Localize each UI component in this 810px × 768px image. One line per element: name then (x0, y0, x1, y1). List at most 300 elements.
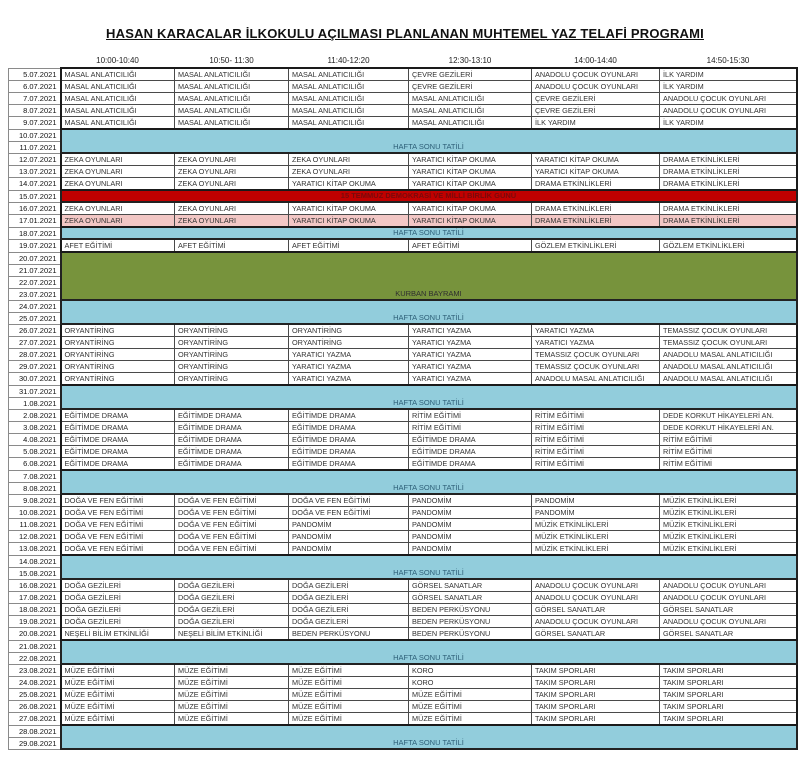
table-row (9, 190, 797, 202)
activity-cell: YARATICI KİTAP OKUMA (289, 178, 409, 191)
activity-cell: ANADOLU ÇOCUK OYUNLARI (532, 81, 660, 93)
table-row (9, 579, 797, 592)
date-cell: 16.08.2021 (9, 579, 61, 592)
activity-cell: ZEKA OYUNLARI (175, 215, 289, 228)
date-cell: 3.08.2021 (9, 422, 61, 434)
date-cell: 13.08.2021 (9, 543, 61, 556)
date-cell: 23.07.2021 (9, 288, 61, 300)
weekend-band: HAFTA SONU TATİLİ (61, 129, 797, 153)
activity-cell: EĞİTİMDE DRAMA (61, 409, 175, 422)
activity-cell: ORYANTİRİNG (61, 361, 175, 373)
weekend-band: HAFTA SONU TATİLİ (61, 300, 797, 324)
activity-cell: DOĞA VE FEN EĞİTİMİ (175, 531, 289, 543)
activity-cell: MASAL ANLATICILIĞI (289, 117, 409, 130)
kurban-band: KURBAN BAYRAMI (61, 252, 797, 300)
date-cell: 25.07.2021 (9, 312, 61, 324)
activity-cell: RİTİM EĞİTİMİ (409, 422, 532, 434)
activity-cell: DOĞA VE FEN EĞİTİMİ (175, 543, 289, 556)
schedule-table (8, 53, 798, 750)
table-row (9, 153, 797, 166)
date-cell: 20.08.2021 (9, 628, 61, 641)
date-cell: 27.08.2021 (9, 713, 61, 726)
activity-cell: İLK YARDIM (660, 68, 797, 81)
activity-cell: ZEKA OYUNLARI (61, 153, 175, 166)
activity-cell: MÜZE EĞİTİMİ (61, 689, 175, 701)
activity-cell: DRAMA ETKİNLİKLERİ (660, 178, 797, 191)
activity-cell: EĞİTİMDE DRAMA (409, 446, 532, 458)
activity-cell: DOĞA VE FEN EĞİTİMİ (61, 531, 175, 543)
activity-cell: DOĞA VE FEN EĞİTİMİ (289, 494, 409, 507)
activity-cell: MÜZE EĞİTİMİ (61, 677, 175, 689)
date-cell: 24.07.2021 (9, 300, 61, 312)
activity-cell: ÇEVRE GEZİLERİ (532, 93, 660, 105)
activity-cell: DRAMA ETKİNLİKLERİ (532, 202, 660, 215)
activity-cell: DOĞA GEZİLERİ (289, 579, 409, 592)
activity-cell: DOĞA GEZİLERİ (175, 604, 289, 616)
date-cell: 21.07.2021 (9, 264, 61, 276)
table-row (9, 227, 797, 239)
date-cell: 26.07.2021 (9, 324, 61, 337)
table-row (9, 616, 797, 628)
activity-cell: PANDOMİM (409, 494, 532, 507)
activity-cell: YARATICI KİTAP OKUMA (289, 202, 409, 215)
activity-cell: PANDOMİM (409, 543, 532, 556)
activity-cell: GÖRSEL SANATLAR (532, 628, 660, 641)
activity-cell: TAKIM SPORLARI (532, 664, 660, 677)
activity-cell: AFET EĞİTİMİ (409, 239, 532, 252)
activity-cell: MASAL ANLATICILIĞI (289, 68, 409, 81)
activity-cell: YARATICI YAZMA (289, 373, 409, 386)
activity-cell: TEMASSIZ ÇOCUK OYUNLARI (532, 349, 660, 361)
activity-cell: MÜZE EĞİTİMİ (289, 701, 409, 713)
activity-cell: TAKIM SPORLARI (532, 701, 660, 713)
activity-cell: DOĞA GEZİLERİ (175, 616, 289, 628)
activity-cell: YARATICI KİTAP OKUMA (409, 215, 532, 228)
activity-cell: TAKIM SPORLARI (660, 664, 797, 677)
date-cell: 29.08.2021 (9, 737, 61, 749)
table-row (9, 202, 797, 215)
table-row (9, 434, 797, 446)
schedule-body (9, 68, 797, 749)
activity-cell: ORYANTİRİNG (61, 324, 175, 337)
table-row (9, 166, 797, 178)
date-cell: 8.07.2021 (9, 105, 61, 117)
activity-cell: DOĞA GEZİLERİ (175, 579, 289, 592)
activity-cell: MÜZİK ETKİNLİKLERİ (660, 531, 797, 543)
activity-cell: MASAL ANLATICILIĞI (61, 117, 175, 130)
activity-cell: ÇEVRE GEZİLERİ (532, 105, 660, 117)
activity-cell: ORYANTİRİNG (175, 324, 289, 337)
activity-cell: DOĞA GEZİLERİ (289, 604, 409, 616)
table-row (9, 519, 797, 531)
activity-cell: RİTİM EĞİTİMİ (660, 446, 797, 458)
time-slot-header: 12:30-13:10 (409, 53, 532, 68)
table-row (9, 689, 797, 701)
activity-cell: RİTİM EĞİTİMİ (532, 422, 660, 434)
activity-cell: EĞİTİMDE DRAMA (61, 446, 175, 458)
activity-cell: ANADOLU ÇOCUK OYUNLARI (532, 616, 660, 628)
activity-cell: NEŞELİ BİLİM ETKİNLİĞİ (175, 628, 289, 641)
activity-cell: BEDEN PERKÜSYONU (409, 616, 532, 628)
activity-cell: ZEKA OYUNLARI (175, 166, 289, 178)
weekend-band: HAFTA SONU TATİLİ (61, 555, 797, 579)
activity-cell: ANADOLU ÇOCUK OYUNLARI (660, 579, 797, 592)
date-cell: 6.08.2021 (9, 458, 61, 471)
activity-cell: EĞİTİMDE DRAMA (289, 458, 409, 471)
activity-cell: MÜZE EĞİTİMİ (175, 664, 289, 677)
date-cell: 1.08.2021 (9, 397, 61, 409)
activity-cell: RİTİM EĞİTİMİ (532, 409, 660, 422)
activity-cell: PANDOMİM (289, 519, 409, 531)
activity-cell: ANADOLU ÇOCUK OYUNLARI (660, 93, 797, 105)
weekend-band: HAFTA SONU TATİLİ (61, 385, 797, 409)
date-cell: 22.07.2021 (9, 276, 61, 288)
activity-cell: MASAL ANLATICILIĞI (289, 93, 409, 105)
activity-cell: YARATICI YAZMA (289, 361, 409, 373)
activity-cell: ZEKA OYUNLARI (289, 153, 409, 166)
activity-cell: MASAL ANLATICILIĞI (61, 81, 175, 93)
date-cell: 6.07.2021 (9, 81, 61, 93)
table-row (9, 68, 797, 81)
activity-cell: RİTİM EĞİTİMİ (532, 446, 660, 458)
activity-cell: EĞİTİMDE DRAMA (175, 422, 289, 434)
date-cell: 22.08.2021 (9, 652, 61, 664)
july15-band: 15 TEMMUZ DEMOKRASİ VE MİLLİ BİRLİK GÜNÜ (61, 190, 797, 202)
activity-cell: ZEKA OYUNLARI (289, 166, 409, 178)
date-cell: 10.08.2021 (9, 507, 61, 519)
table-row (9, 531, 797, 543)
weekend-band: HAFTA SONU TATİLİ (61, 227, 797, 239)
table-row (9, 713, 797, 726)
activity-cell: YARATICI KİTAP OKUMA (409, 153, 532, 166)
activity-cell: ANADOLU ÇOCUK OYUNLARI (660, 616, 797, 628)
activity-cell: TEMASSIZ ÇOCUK OYUNLARI (660, 337, 797, 349)
activity-cell: ANADOLU ÇOCUK OYUNLARI (660, 592, 797, 604)
activity-cell: İLK YARDIM (660, 81, 797, 93)
activity-cell: İLK YARDIM (532, 117, 660, 130)
activity-cell: MASAL ANLATICILIĞI (289, 81, 409, 93)
activity-cell: YARATICI KİTAP OKUMA (532, 153, 660, 166)
date-cell: 27.07.2021 (9, 337, 61, 349)
activity-cell: YARATICI YAZMA (409, 349, 532, 361)
activity-cell: MÜZİK ETKİNLİKLERİ (660, 519, 797, 531)
table-row (9, 178, 797, 191)
activity-cell: ORYANTİRİNG (289, 337, 409, 349)
activity-cell: PANDOMİM (289, 531, 409, 543)
activity-cell: ORYANTİRİNG (175, 361, 289, 373)
activity-cell: MÜZE EĞİTİMİ (289, 677, 409, 689)
activity-cell: GÖZLEM ETKİNLİKLERİ (532, 239, 660, 252)
activity-cell: TAKIM SPORLARI (660, 677, 797, 689)
date-cell: 26.08.2021 (9, 701, 61, 713)
date-cell: 7.07.2021 (9, 93, 61, 105)
table-row (9, 81, 797, 93)
activity-cell: MÜZİK ETKİNLİKLERİ (660, 494, 797, 507)
table-row (9, 105, 797, 117)
date-cell: 20.07.2021 (9, 252, 61, 264)
activity-cell: EĞİTİMDE DRAMA (175, 458, 289, 471)
activity-cell: PANDOMİM (409, 507, 532, 519)
activity-cell: DEDE KORKUT HİKAYELERİ AN. (660, 422, 797, 434)
date-cell: 29.07.2021 (9, 361, 61, 373)
table-row (9, 215, 797, 228)
activity-cell: AFET EĞİTİMİ (289, 239, 409, 252)
activity-cell: MÜZE EĞİTİMİ (289, 664, 409, 677)
weekend-band: HAFTA SONU TATİLİ (61, 640, 797, 664)
activity-cell: DRAMA ETKİNLİKLERİ (660, 153, 797, 166)
date-cell: 11.08.2021 (9, 519, 61, 531)
activity-cell: DOĞA VE FEN EĞİTİMİ (175, 507, 289, 519)
activity-cell: DOĞA GEZİLERİ (175, 592, 289, 604)
activity-cell: DOĞA VE FEN EĞİTİMİ (61, 543, 175, 556)
activity-cell: PANDOMİM (289, 543, 409, 556)
activity-cell: DOĞA GEZİLERİ (289, 616, 409, 628)
table-row (9, 252, 797, 264)
activity-cell: DOĞA VE FEN EĞİTİMİ (175, 519, 289, 531)
activity-cell: ANADOLU MASAL ANLATICILIĞI (532, 373, 660, 386)
date-cell: 24.08.2021 (9, 677, 61, 689)
table-row (9, 628, 797, 641)
table-row (9, 592, 797, 604)
date-cell: 17.01.2021 (9, 215, 61, 228)
date-cell: 16.07.2021 (9, 202, 61, 215)
activity-cell: MASAL ANLATICILIĞI (175, 93, 289, 105)
activity-cell: DRAMA ETKİNLİKLERİ (532, 178, 660, 191)
table-row (9, 409, 797, 422)
table-row (9, 385, 797, 397)
activity-cell: YARATICI KİTAP OKUMA (289, 215, 409, 228)
table-row (9, 664, 797, 677)
activity-cell: GÖRSEL SANATLAR (660, 604, 797, 616)
activity-cell: DOĞA GEZİLERİ (61, 592, 175, 604)
activity-cell: KORO (409, 664, 532, 677)
date-cell: 12.07.2021 (9, 153, 61, 166)
date-cell: 10.07.2021 (9, 129, 61, 141)
table-row (9, 507, 797, 519)
activity-cell: AFET EĞİTİMİ (175, 239, 289, 252)
activity-cell: EĞİTİMDE DRAMA (175, 446, 289, 458)
activity-cell: TAKIM SPORLARI (660, 713, 797, 726)
activity-cell: MASAL ANLATICILIĞI (175, 117, 289, 130)
activity-cell: MÜZE EĞİTİMİ (409, 689, 532, 701)
activity-cell: ORYANTİRİNG (61, 337, 175, 349)
time-slot-header: 14:50-15:30 (660, 53, 797, 68)
date-cell: 30.07.2021 (9, 373, 61, 386)
table-row (9, 337, 797, 349)
activity-cell: DOĞA VE FEN EĞİTİMİ (61, 507, 175, 519)
activity-cell: EĞİTİMDE DRAMA (289, 422, 409, 434)
page-title: HASAN KARACALAR İLKOKULU AÇILMASI PLANLANAN MUHTEMEL YAZ TELAFİ PROGRAMI (106, 26, 704, 41)
activity-cell: EĞİTİMDE DRAMA (289, 434, 409, 446)
activity-cell: YARATICI YAZMA (409, 361, 532, 373)
activity-cell: MASAL ANLATICILIĞI (289, 105, 409, 117)
table-row (9, 422, 797, 434)
activity-cell: TAKIM SPORLARI (660, 689, 797, 701)
activity-cell: KORO (409, 677, 532, 689)
activity-cell: TAKIM SPORLARI (532, 677, 660, 689)
activity-cell: ZEKA OYUNLARI (61, 215, 175, 228)
weekend-band: HAFTA SONU TATİLİ (61, 470, 797, 494)
date-cell: 14.07.2021 (9, 178, 61, 191)
activity-cell: MÜZİK ETKİNLİKLERİ (532, 531, 660, 543)
date-cell: 17.08.2021 (9, 592, 61, 604)
date-cell: 15.08.2021 (9, 567, 61, 579)
activity-cell: MASAL ANLATICILIĞI (409, 117, 532, 130)
date-cell: 23.08.2021 (9, 664, 61, 677)
activity-cell: GÖRSEL SANATLAR (532, 604, 660, 616)
activity-cell: ANADOLU MASAL ANLATICILIĞI (660, 373, 797, 386)
activity-cell: ÇEVRE GEZİLERİ (409, 68, 532, 81)
table-row (9, 373, 797, 386)
date-cell: 12.08.2021 (9, 531, 61, 543)
activity-cell: ANADOLU ÇOCUK OYUNLARI (660, 105, 797, 117)
activity-cell: MASAL ANLATICILIĞI (175, 105, 289, 117)
activity-cell: MÜZE EĞİTİMİ (175, 689, 289, 701)
table-row (9, 555, 797, 567)
activity-cell: DOĞA VE FEN EĞİTİMİ (61, 494, 175, 507)
table-row (9, 361, 797, 373)
table-row (9, 543, 797, 556)
activity-cell: MASAL ANLATICILIĞI (61, 93, 175, 105)
activity-cell: MÜZE EĞİTİMİ (289, 689, 409, 701)
table-row (9, 701, 797, 713)
table-row (9, 725, 797, 737)
date-cell: 9.07.2021 (9, 117, 61, 130)
activity-cell: PANDOMİM (409, 531, 532, 543)
activity-cell: ANADOLU ÇOCUK OYUNLARI (532, 592, 660, 604)
activity-cell: DOĞA VE FEN EĞİTİMİ (175, 494, 289, 507)
activity-cell: EĞİTİMDE DRAMA (61, 434, 175, 446)
activity-cell: MÜZE EĞİTİMİ (175, 701, 289, 713)
activity-cell: DRAMA ETKİNLİKLERİ (660, 202, 797, 215)
activity-cell: ZEKA OYUNLARI (61, 202, 175, 215)
activity-cell: ZEKA OYUNLARI (61, 178, 175, 191)
weekend-band: HAFTA SONU TATİLİ (61, 725, 797, 749)
activity-cell: RİTİM EĞİTİMİ (660, 458, 797, 471)
date-cell: 8.08.2021 (9, 482, 61, 494)
activity-cell: BEDEN PERKÜSYONU (289, 628, 409, 641)
activity-cell: BEDEN PERKÜSYONU (409, 628, 532, 641)
table-row (9, 349, 797, 361)
activity-cell: MÜZE EĞİTİMİ (289, 713, 409, 726)
date-cell: 9.08.2021 (9, 494, 61, 507)
activity-cell: MÜZE EĞİTİMİ (61, 713, 175, 726)
date-cell: 7.08.2021 (9, 470, 61, 482)
activity-cell: ANADOLU MASAL ANLATICILIĞI (660, 349, 797, 361)
activity-cell: MASAL ANLATICILIĞI (61, 68, 175, 81)
time-slot-header: 11:40-12:20 (289, 53, 409, 68)
table-row (9, 300, 797, 312)
activity-cell: TEMASSIZ ÇOCUK OYUNLARI (660, 324, 797, 337)
activity-cell: RİTİM EĞİTİMİ (660, 434, 797, 446)
activity-cell: ZEKA OYUNLARI (175, 153, 289, 166)
date-cell: 14.08.2021 (9, 555, 61, 567)
table-row (9, 677, 797, 689)
activity-cell: DRAMA ETKİNLİKLERİ (660, 166, 797, 178)
activity-cell: MÜZE EĞİTİMİ (409, 713, 532, 726)
activity-cell: EĞİTİMDE DRAMA (409, 458, 532, 471)
date-cell: 11.07.2021 (9, 141, 61, 153)
activity-cell: MÜZİK ETKİNLİKLERİ (532, 519, 660, 531)
activity-cell: MASAL ANLATICILIĞI (409, 105, 532, 117)
activity-cell: DOĞA GEZİLERİ (61, 579, 175, 592)
activity-cell: YARATICI YAZMA (289, 349, 409, 361)
table-row (9, 324, 797, 337)
table-row (9, 470, 797, 482)
table-row (9, 129, 797, 141)
activity-cell: PANDOMİM (532, 494, 660, 507)
date-cell: 18.07.2021 (9, 227, 61, 239)
activity-cell: MÜZİK ETKİNLİKLERİ (532, 543, 660, 556)
date-cell: 25.08.2021 (9, 689, 61, 701)
date-cell: 5.07.2021 (9, 68, 61, 81)
time-header-row (9, 53, 797, 68)
activity-cell: TAKIM SPORLARI (660, 701, 797, 713)
activity-cell: ORYANTİRİNG (175, 349, 289, 361)
activity-cell: MÜZE EĞİTİMİ (61, 664, 175, 677)
activity-cell: AFET EĞİTİMİ (61, 239, 175, 252)
activity-cell: YARATICI YAZMA (409, 324, 532, 337)
activity-cell: ANADOLU MASAL ANLATICILIĞI (660, 361, 797, 373)
activity-cell: ORYANTİRİNG (289, 324, 409, 337)
activity-cell: ORYANTİRİNG (175, 373, 289, 386)
activity-cell: MÜZİK ETKİNLİKLERİ (660, 543, 797, 556)
activity-cell: MASAL ANLATICILIĞI (61, 105, 175, 117)
date-cell: 21.08.2021 (9, 640, 61, 652)
activity-cell: PANDOMİM (532, 507, 660, 519)
date-cell: 28.07.2021 (9, 349, 61, 361)
date-cell: 31.07.2021 (9, 385, 61, 397)
activity-cell: YARATICI KİTAP OKUMA (409, 178, 532, 191)
activity-cell: ANADOLU ÇOCUK OYUNLARI (532, 579, 660, 592)
activity-cell: ORYANTİRİNG (61, 373, 175, 386)
activity-cell: GÖZLEM ETKİNLİKLERİ (660, 239, 797, 252)
activity-cell: TAKIM SPORLARI (532, 689, 660, 701)
activity-cell: DOĞA VE FEN EĞİTİMİ (61, 519, 175, 531)
activity-cell: ORYANTİRİNG (61, 349, 175, 361)
activity-cell: YARATICI KİTAP OKUMA (409, 166, 532, 178)
activity-cell: YARATICI YAZMA (409, 337, 532, 349)
table-row (9, 640, 797, 652)
activity-cell: DEDE KORKUT HİKAYELERİ AN. (660, 409, 797, 422)
date-cell: 19.08.2021 (9, 616, 61, 628)
activity-cell: NEŞELİ BİLİM ETKİNLİĞİ (61, 628, 175, 641)
time-slot-header: 14:00-14:40 (532, 53, 660, 68)
table-row (9, 93, 797, 105)
activity-cell: MASAL ANLATICILIĞI (175, 81, 289, 93)
table-row (9, 446, 797, 458)
activity-cell: PANDOMİM (409, 519, 532, 531)
activity-cell: MÜZE EĞİTİMİ (61, 701, 175, 713)
activity-cell: MASAL ANLATICILIĞI (409, 93, 532, 105)
activity-cell: ZEKA OYUNLARI (61, 166, 175, 178)
activity-cell: ZEKA OYUNLARI (175, 202, 289, 215)
activity-cell: DOĞA GEZİLERİ (61, 604, 175, 616)
activity-cell: EĞİTİMDE DRAMA (61, 422, 175, 434)
table-row (9, 117, 797, 130)
table-row (9, 239, 797, 252)
date-cell: 13.07.2021 (9, 166, 61, 178)
activity-cell: DOĞA VE FEN EĞİTİMİ (289, 507, 409, 519)
activity-cell: MÜZE EĞİTİMİ (175, 677, 289, 689)
time-slot-header: 10:00-10:40 (61, 53, 175, 68)
activity-cell: MÜZE EĞİTİMİ (175, 713, 289, 726)
date-cell: 18.08.2021 (9, 604, 61, 616)
activity-cell: TEMASSIZ ÇOCUK OYUNLARI (532, 361, 660, 373)
activity-cell: MÜZE EĞİTİMİ (409, 701, 532, 713)
activity-cell: YARATICI YAZMA (532, 324, 660, 337)
date-cell: 2.08.2021 (9, 409, 61, 422)
